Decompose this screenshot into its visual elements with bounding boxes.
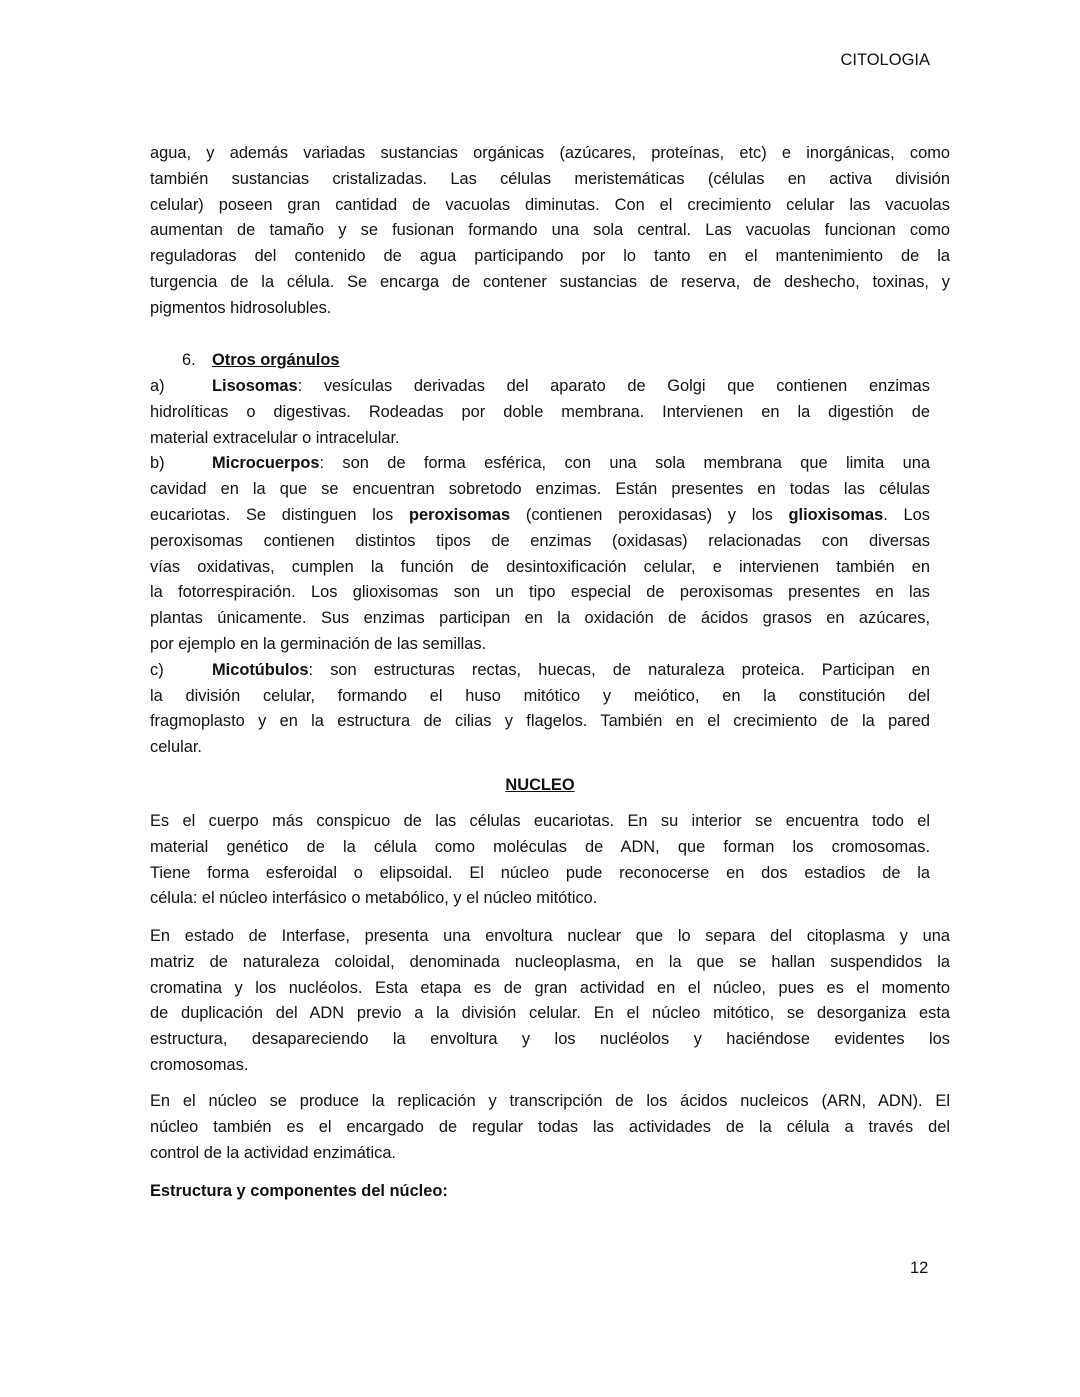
text-line [150,950,950,976]
text-line [150,632,930,658]
bold-term: glioxisomas [788,505,884,524]
text-span: celular) poseen gran cantidad de vacuolas diminutas. Con el crecimiento celular las vacuolas [150,195,950,214]
nucleo-heading: NUCLEO [505,776,575,794]
text-span: de duplicación del ADN previo a la división celular. En el núcleo mitótico, se desorganiza esta [150,1004,950,1023]
text-line [150,1115,950,1141]
text-span: En estado de Interfase, presenta una envoltura nuclear que lo separa del citoplasma y una [150,927,950,945]
text-span: material genético de la célula como moléculas de ADN, que forman los cromosomas. [150,837,930,856]
text-line [150,529,930,555]
text-span: núcleo también es el encargado de regular todas las actividades de la célula a través del [150,1117,950,1136]
paragraph [150,1179,950,1205]
text-span: fragmoplasto y en la estructura de cilias y flagelos. También en el crecimiento de la pared [150,712,930,731]
text-line [150,735,930,761]
text-line [150,1053,950,1079]
text-line [150,400,930,426]
text-line [150,503,930,529]
text-line [150,606,930,632]
bold-term: Estructura y componentes del núcleo: [150,1182,448,1200]
text-span: Tiene forma esferoidal o elipsoidal. El núcleo pude reconocerse en dos estadios de la [150,863,930,882]
text-span: pigmentos hidrosolubles. [150,298,332,317]
text-span: (contienen peroxidasas) y los [510,505,789,524]
text-line [150,270,950,296]
list-label: c) [150,660,164,679]
text-span: : son estructuras rectas, huecas, de naturaleza proteica. Participan en [308,660,930,679]
text-span: por ejemplo en la germinación de las semillas. [150,634,487,653]
text-span: peroxisomas contienen distintos tipos de enzimas (oxidasas) relacionadas con diversas [150,531,930,550]
text-line [150,218,950,244]
text-line [150,1001,950,1027]
text-span: plantas únicamente. Sus enzimas participan en la oxidación de ácidos grasos en azúcares, [150,609,930,628]
paragraph [150,924,950,1079]
text-line [150,709,930,735]
text-line [150,193,950,219]
text-span: cromatina y los nucléolos. Esta etapa es de gran actividad en el núcleo, pues es el momento [150,978,950,997]
text-span: material extracelular o intracelular. [150,428,400,447]
paragraph [150,809,930,912]
text-span: agua, y además variadas sustancias orgánicas (azúcares, proteínas, etc) e inorgánicas, como [150,144,950,162]
text-line [150,141,950,167]
text-span: cromosomas. [150,1055,249,1074]
text-span: hidrolíticas o digestivas. Rodeadas por doble membrana. Intervienen en la digestión de [150,402,930,421]
text-line [150,684,930,710]
list-label: a) [150,377,165,395]
text-line [150,861,930,887]
text-line [150,374,930,400]
text-line [150,658,930,684]
text-span: aumentan de tamaño y se fusionan formando una sola central. Las vacuolas funcionan como [150,221,950,240]
text-span: también sustancias cristalizadas. Las células meristemáticas (células en activa división [150,169,950,188]
text-line [150,555,930,581]
paragraph [150,1089,950,1166]
text-span: celular. [150,738,202,757]
text-line [150,580,930,606]
text-span: . Los [883,505,930,524]
text-line [150,296,950,322]
text-span: eucariotas. Se distinguen los [150,505,409,524]
text-span: : son de forma esférica, con una sola membrana que limita una [319,454,930,473]
text-line [150,1141,950,1167]
text-span: Es el cuerpo más conspicuo de las células eucariotas. En su interior se encuentra todo el [150,812,930,830]
text-line [150,809,930,835]
text-span: cavidad en la que se encuentran sobretodo enzimas. Están presentes en todas las células [150,480,930,499]
text-line [150,886,930,912]
text-span: estructura, desapareciendo la envoltura y los nucléolos y haciéndose evidentes los [150,1030,950,1049]
paragraph [150,141,950,322]
page-number: 12 [910,1259,929,1277]
list-label: b) [150,454,165,473]
section-6-heading [182,348,340,374]
text-span: reguladoras del contenido de agua participando por lo tanto en el mantenimiento de la [150,247,950,266]
text-span: célula: el núcleo interfásico o metabólico, y el núcleo mitótico. [150,889,598,908]
text-line [150,835,930,861]
bold-term: Lisosomas [212,377,298,395]
running-header: CITOLOGIA [840,51,930,69]
text-span: : vesículas derivadas del aparato de Golgi que contienen enzimas [297,377,930,395]
paragraph [150,374,930,761]
text-line [150,1027,950,1053]
text-span: la fotorrespiración. Los glioxisomas son un tipo especial de peroxisomas presentes en las [150,583,930,602]
text-line [150,244,950,270]
text-line [150,976,950,1002]
bold-term: Microcuerpos [212,454,320,473]
text-span: matriz de naturaleza coloidal, denominada nucleoplasma, en la que se hallan suspendidos la [150,952,950,971]
text-span: control de la actividad enzimática. [150,1143,396,1162]
text-span: En el núcleo se produce la replicación y transcripción de los ácidos nucleicos (ARN, ADN). El [150,1092,950,1110]
text-span: vías oxidativas, cumplen la función de desintoxificación celular, e intervienen también en [150,557,930,576]
text-line [150,426,930,452]
text-span: la división celular, formando el huso mitótico y meiótico, en la constitución del [150,686,930,705]
text-span: turgencia de la célula. Se encarga de contener sustancias de reserva, de deshecho, toxinas, y [150,272,950,291]
section-title: Otros orgánulos [212,351,340,369]
text-line [150,167,950,193]
text-line [150,451,930,477]
text-line [150,1089,950,1115]
bold-term: peroxisomas [408,505,511,524]
section-number: 6. [182,351,196,369]
text-line [150,1179,950,1205]
text-line [150,477,930,503]
bold-term: Micotúbulos [212,660,309,679]
text-line [150,924,950,950]
